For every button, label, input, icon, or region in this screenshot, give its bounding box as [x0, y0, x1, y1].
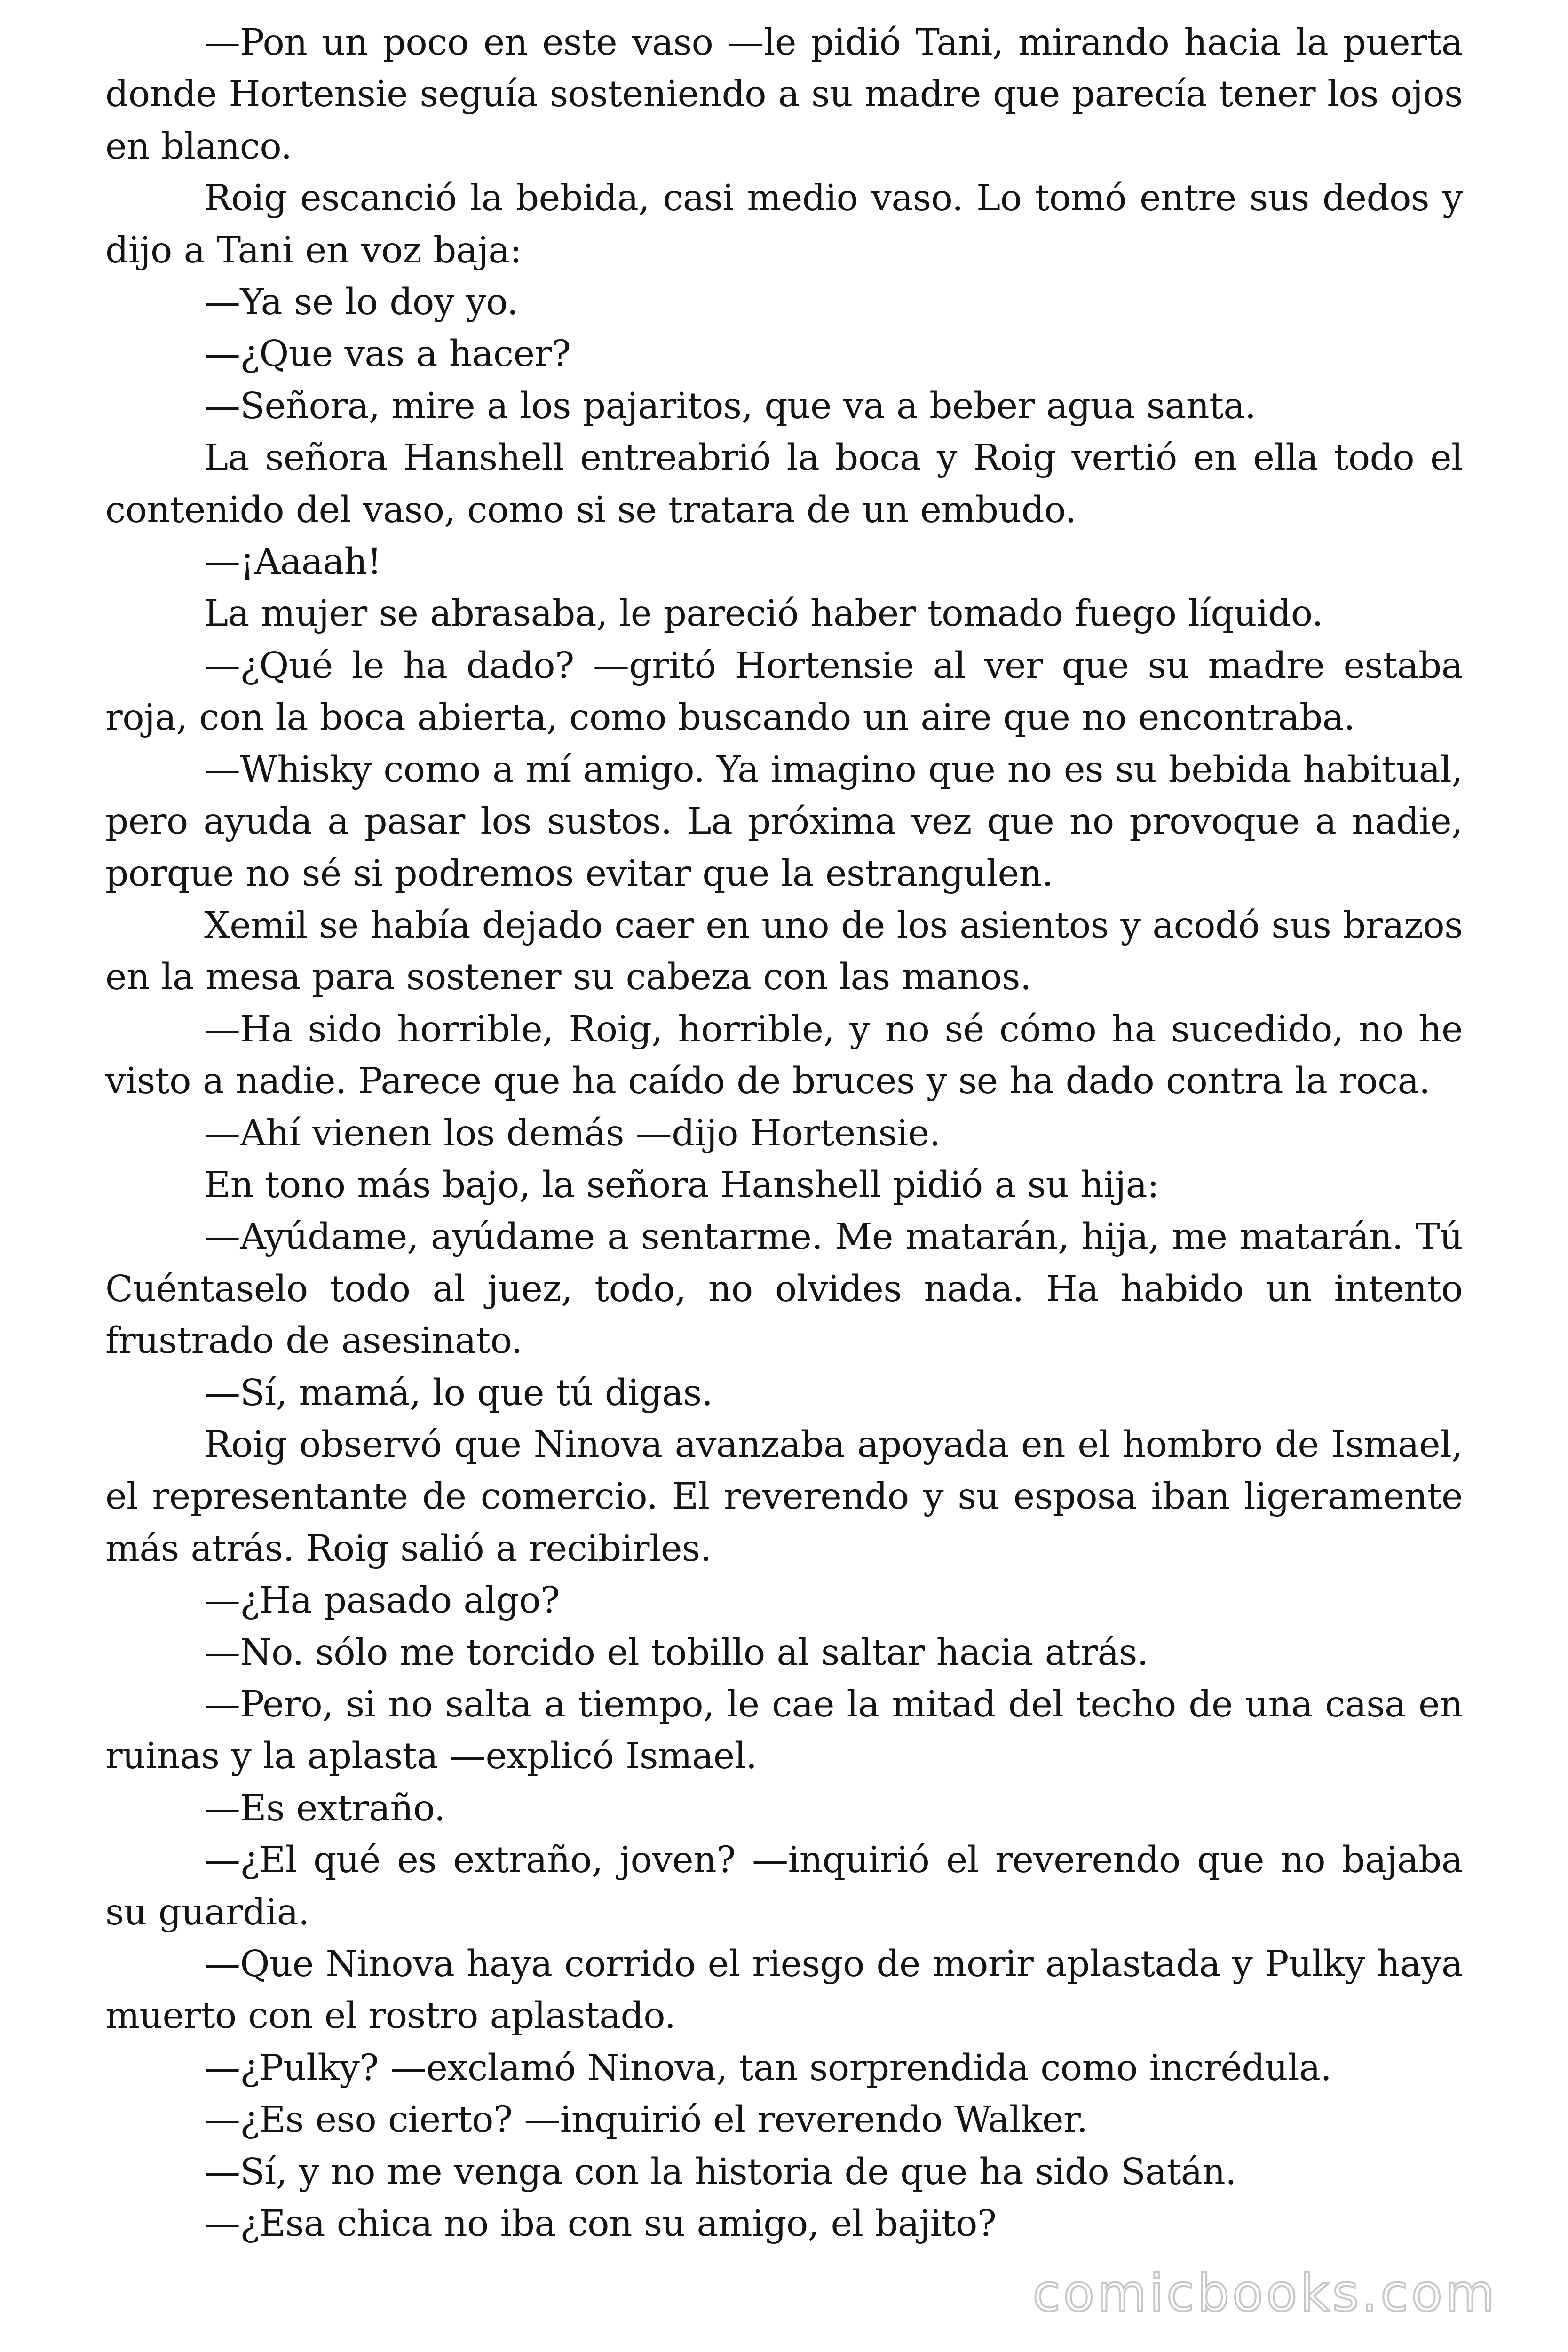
paragraph: —Ya se lo doy yo.: [204, 281, 518, 324]
paragraph: —¡Aaaah!: [204, 541, 382, 583]
paragraph: Xemil se había dejado caer en uno de los asientos y acodó sus brazos en la mesa para sostener su cabeza con las manos.: [105, 904, 1463, 999]
watermark-logo: comicbooks.com: [1032, 2264, 1497, 2323]
paragraph: —¿Qué le ha dado? —gritó Hortensie al ver que su madre estaba roja, con la boca abierta, como buscando un aire que no encontraba.: [105, 644, 1463, 739]
paragraph: —¿Ha pasado algo?: [204, 1580, 560, 1622]
paragraph: —Ahí vienen los demás —dijo Hortensie.: [204, 1112, 941, 1154]
paragraph: La señora Hanshell entreabrió la boca y Roig vertió en ella todo el contenido del vaso, como si se tratara de un embudo.: [105, 437, 1463, 531]
paragraph: Roig observó que Ninova avanzaba apoyada en el hombro de Ismael, el representante de comercio. El reverendo y su esposa iban ligeramente más atrás. Roig salió a recibirles.: [105, 1423, 1463, 1570]
paragraph: —Ha sido horrible, Roig, horrible, y no sé cómo ha sucedido, no he visto a nadie. Parece que ha caído de bruces y se ha dado contra la roca.: [105, 1008, 1463, 1103]
paragraph: —¿Es eso cierto? —inquirió el reverendo Walker.: [204, 2099, 1088, 2141]
paragraph: —Sí, mamá, lo que tú digas.: [204, 1372, 713, 1414]
paragraph: —Que Ninova haya corrido el riesgo de morir aplastada y Pulky haya muerto con el rostro aplastado.: [105, 1943, 1463, 2037]
paragraph: La mujer se abrasaba, le pareció haber tomado fuego líquido.: [204, 593, 1323, 635]
paragraph: —¿Esa chica no iba con su amigo, el bajito?: [204, 2203, 997, 2245]
paragraph: Roig escanció la bebida, casi medio vaso. Lo tomó entre sus dedos y dijo a Tani en voz baja:: [105, 177, 1463, 271]
paragraph: —¿El qué es extraño, joven? —inquirió el reverendo que no bajaba su guardia.: [105, 1839, 1463, 1933]
paragraph: —Ayúdame, ayúdame a sentarme. Me matarán, hija, me matarán. Tú Cuéntaselo todo al juez, todo, no olvides nada. Ha habido un intento frustrado de asesinato.: [105, 1216, 1463, 1362]
paragraph: —Pon un poco en este vaso —le pidió Tani, mirando hacia la puerta donde Hortensie seguía sosteniendo a su madre que parecía tener los ojos en blanco.: [105, 22, 1463, 167]
paragraph: —¿Pulky? —exclamó Ninova, tan sorprendida como incrédula.: [204, 2047, 1332, 2089]
paragraph: —Señora, mire a los pajaritos, que va a beber agua santa.: [204, 385, 1256, 427]
page-body: [105, 17, 1463, 2250]
paragraph: —¿Que vas a hacer?: [204, 333, 571, 375]
paragraph: —No. sólo me torcido el tobillo al saltar hacia atrás.: [204, 1631, 1148, 1674]
paragraph: —Pero, si no salta a tiempo, le cae la mitad del techo de una casa en ruinas y la aplasta —explicó Ismael.: [105, 1684, 1463, 1778]
paragraph: En tono más bajo, la señora Hanshell pidió a su hija:: [204, 1164, 1159, 1206]
paragraph: —Sí, y no me venga con la historia de que ha sido Satán.: [204, 2151, 1237, 2193]
paragraph: —Whisky como a mí amigo. Ya imagino que no es su bebida habitual, pero ayuda a pasar los sustos. La próxima vez que no provoque a nadie, porque no sé si podremos evitar que la estrangulen.: [105, 748, 1463, 895]
paragraph: —Es extraño.: [204, 1787, 445, 1829]
